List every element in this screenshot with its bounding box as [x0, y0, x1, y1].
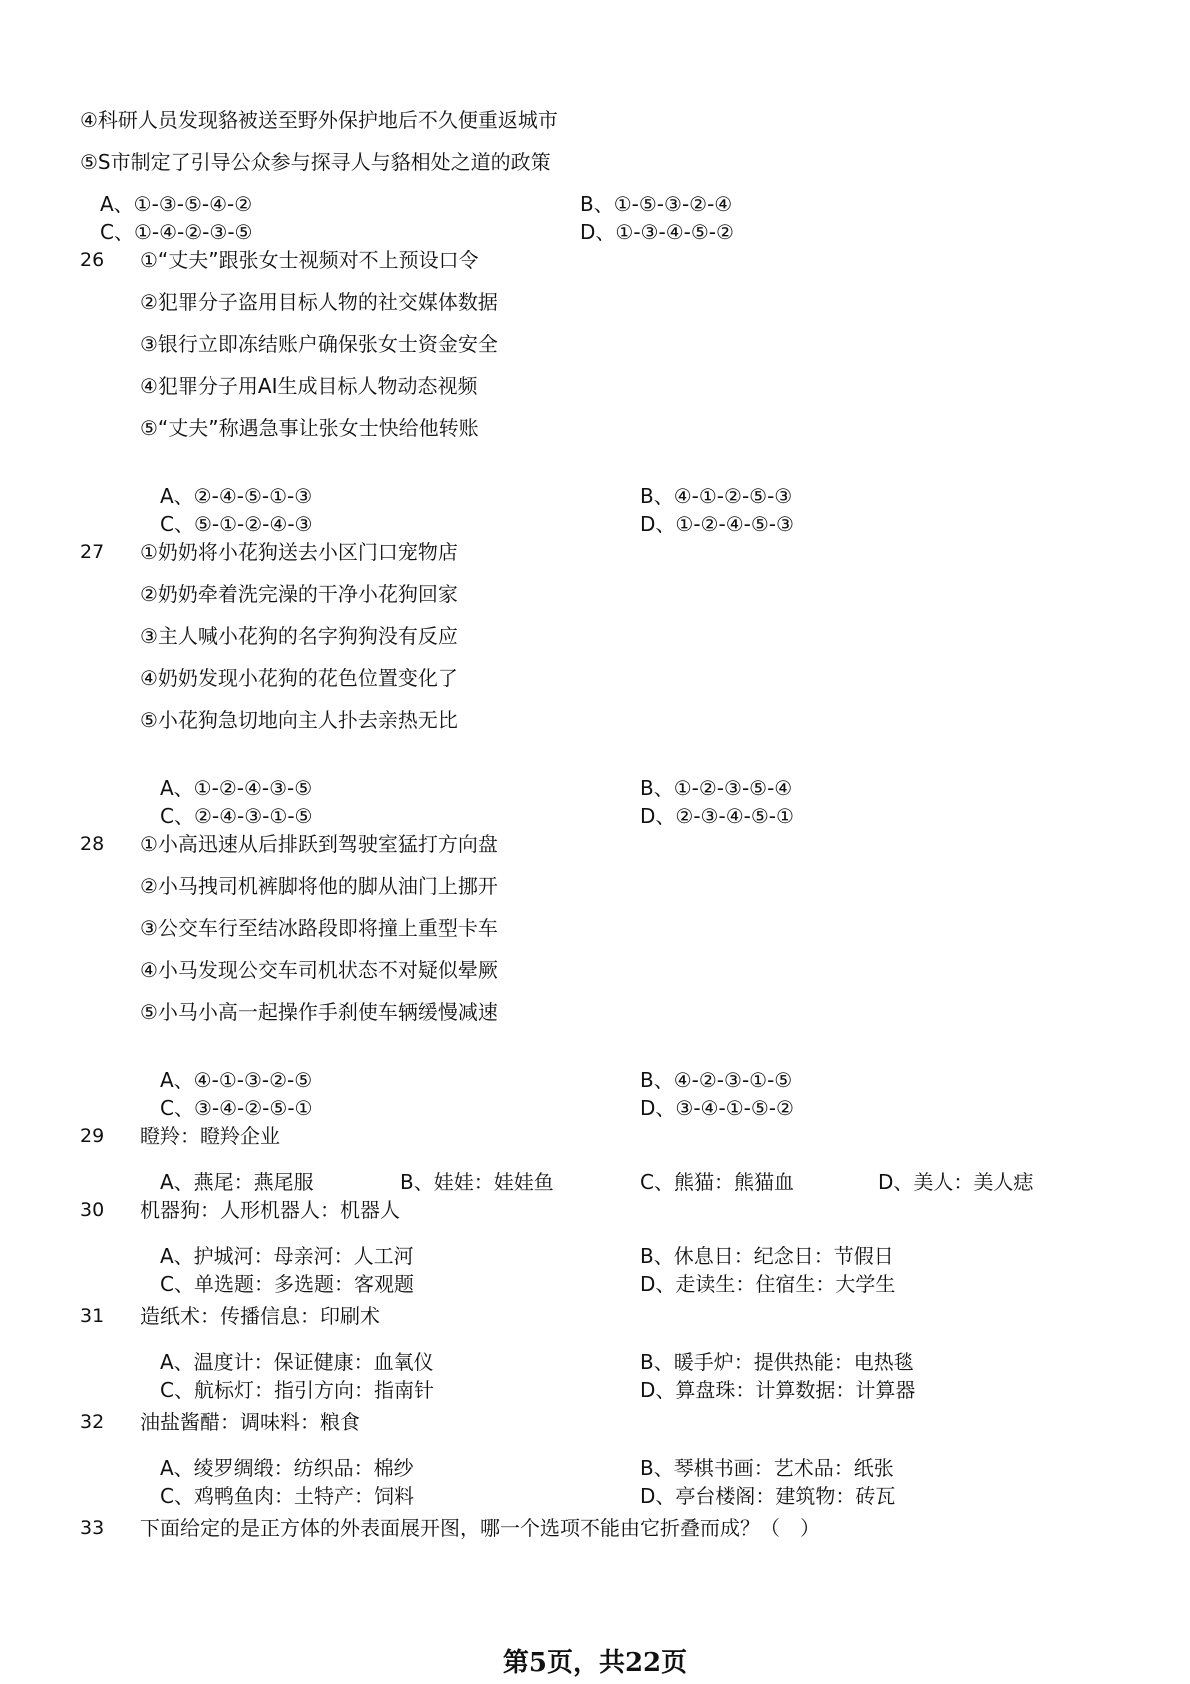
option-b[interactable]: B、休息日：纪念日：节假日 — [640, 1244, 894, 1268]
statement-4: ④犯罪分子用AI生成目标人物动态视频 — [140, 374, 478, 398]
question-stem: 油盐酱醋：调味料：粮食 — [140, 1410, 360, 1434]
statement-2: ②小马拽司机裤脚将他的脚从油门上挪开 — [140, 874, 498, 898]
option-a[interactable]: A、①-③-⑤-④-② — [100, 192, 253, 216]
statement-4: ④科研人员发现貉被送至野外保护地后不久便重返城市 — [80, 108, 558, 132]
statement-3: ③银行立即冻结账户确保张女士资金安全 — [140, 332, 498, 356]
statement-5: ⑤“丈夫”称遇急事让张女士快给他转账 — [140, 416, 479, 440]
page-footer: 第5页，共22页 — [502, 1648, 688, 1678]
statement-3: ③公交车行至结冰路段即将撞上重型卡车 — [140, 916, 498, 940]
question-number: 30 — [80, 1199, 105, 1221]
option-a[interactable]: A、温度计：保证健康：血氧仪 — [160, 1350, 434, 1374]
statement-4: ④小马发现公交车司机状态不对疑似晕厥 — [140, 958, 498, 982]
question-number: 33 — [80, 1517, 105, 1539]
option-d[interactable]: D、走读生：住宿生：大学生 — [640, 1272, 896, 1296]
question-number: 26 — [80, 249, 105, 271]
option-d[interactable]: D、②-③-④-⑤-① — [640, 804, 794, 828]
option-c[interactable]: C、①-④-②-③-⑤ — [100, 220, 253, 244]
option-c[interactable]: C、鸡鸭鱼肉：土特产：饲料 — [160, 1484, 414, 1508]
question-stem: 造纸术：传播信息：印刷术 — [140, 1304, 380, 1328]
option-c[interactable]: C、单选题：多选题：客观题 — [160, 1272, 414, 1296]
question-stem: 下面给定的是正方体的外表面展开图，哪一个选项不能由它折叠而成？（ ） — [140, 1516, 820, 1540]
statement-2: ②奶奶牵着洗完澡的干净小花狗回家 — [140, 582, 458, 606]
question-number: 32 — [80, 1411, 105, 1433]
question-number: 29 — [80, 1125, 105, 1147]
option-b[interactable]: B、①-②-③-⑤-④ — [640, 776, 793, 800]
option-c[interactable]: C、航标灯：指引方向：指南针 — [160, 1378, 434, 1402]
question-number: 31 — [80, 1305, 105, 1327]
statement-4: ④奶奶发现小花狗的花色位置变化了 — [140, 666, 458, 690]
statement-1: ①小高迅速从后排跃到驾驶室猛打方向盘 — [140, 832, 498, 856]
option-a[interactable]: A、①-②-④-③-⑤ — [160, 776, 313, 800]
option-c[interactable]: C、⑤-①-②-④-③ — [160, 512, 313, 536]
statement-1: ①“丈夫”跟张女士视频对不上预设口令 — [140, 248, 479, 272]
option-d[interactable]: D、①-②-④-⑤-③ — [640, 512, 794, 536]
option-b[interactable]: B、④-①-②-⑤-③ — [640, 484, 793, 508]
statement-5: ⑤小马小高一起操作手刹使车辆缓慢减速 — [140, 1000, 498, 1024]
question-number: 27 — [80, 541, 105, 563]
option-d[interactable]: D、①-③-④-⑤-② — [580, 220, 734, 244]
option-b[interactable]: B、④-②-③-①-⑤ — [640, 1068, 793, 1092]
option-c[interactable]: C、③-④-②-⑤-① — [160, 1096, 313, 1120]
option-d[interactable]: D、③-④-①-⑤-② — [640, 1096, 794, 1120]
option-a[interactable]: A、护城河：母亲河：人工河 — [160, 1244, 414, 1268]
option-a[interactable]: A、②-④-⑤-①-③ — [160, 484, 313, 508]
question-stem: 瞪羚：瞪羚企业 — [140, 1124, 280, 1148]
option-a[interactable]: A、绫罗绸缎：纺织品：棉纱 — [160, 1456, 414, 1480]
option-b[interactable]: B、琴棋书画：艺术品：纸张 — [640, 1456, 894, 1480]
option-a[interactable]: A、燕尾：燕尾服 — [160, 1170, 314, 1194]
option-b[interactable]: B、暖手炉：提供热能：电热毯 — [640, 1350, 914, 1374]
option-c[interactable]: C、熊猫：熊猫血 — [640, 1170, 794, 1194]
statement-5: ⑤S市制定了引导公众参与探寻人与貉相处之道的政策 — [80, 150, 551, 174]
question-number: 28 — [80, 833, 105, 855]
option-d[interactable]: D、算盘珠：计算数据：计算器 — [640, 1378, 916, 1402]
option-d[interactable]: D、美人：美人痣 — [878, 1170, 1034, 1194]
option-c[interactable]: C、②-④-③-①-⑤ — [160, 804, 313, 828]
statement-1: ①奶奶将小花狗送去小区门口宠物店 — [140, 540, 458, 564]
option-d[interactable]: D、亭台楼阁：建筑物：砖瓦 — [640, 1484, 896, 1508]
statement-5: ⑤小花狗急切地向主人扑去亲热无比 — [140, 708, 458, 732]
question-stem: 机器狗：人形机器人：机器人 — [140, 1198, 400, 1222]
statement-3: ③主人喊小花狗的名字狗狗没有反应 — [140, 624, 458, 648]
statement-2: ②犯罪分子盗用目标人物的社交媒体数据 — [140, 290, 498, 314]
option-b[interactable]: B、娃娃：娃娃鱼 — [400, 1170, 554, 1194]
option-b[interactable]: B、①-⑤-③-②-④ — [580, 192, 733, 216]
option-a[interactable]: A、④-①-③-②-⑤ — [160, 1068, 313, 1092]
